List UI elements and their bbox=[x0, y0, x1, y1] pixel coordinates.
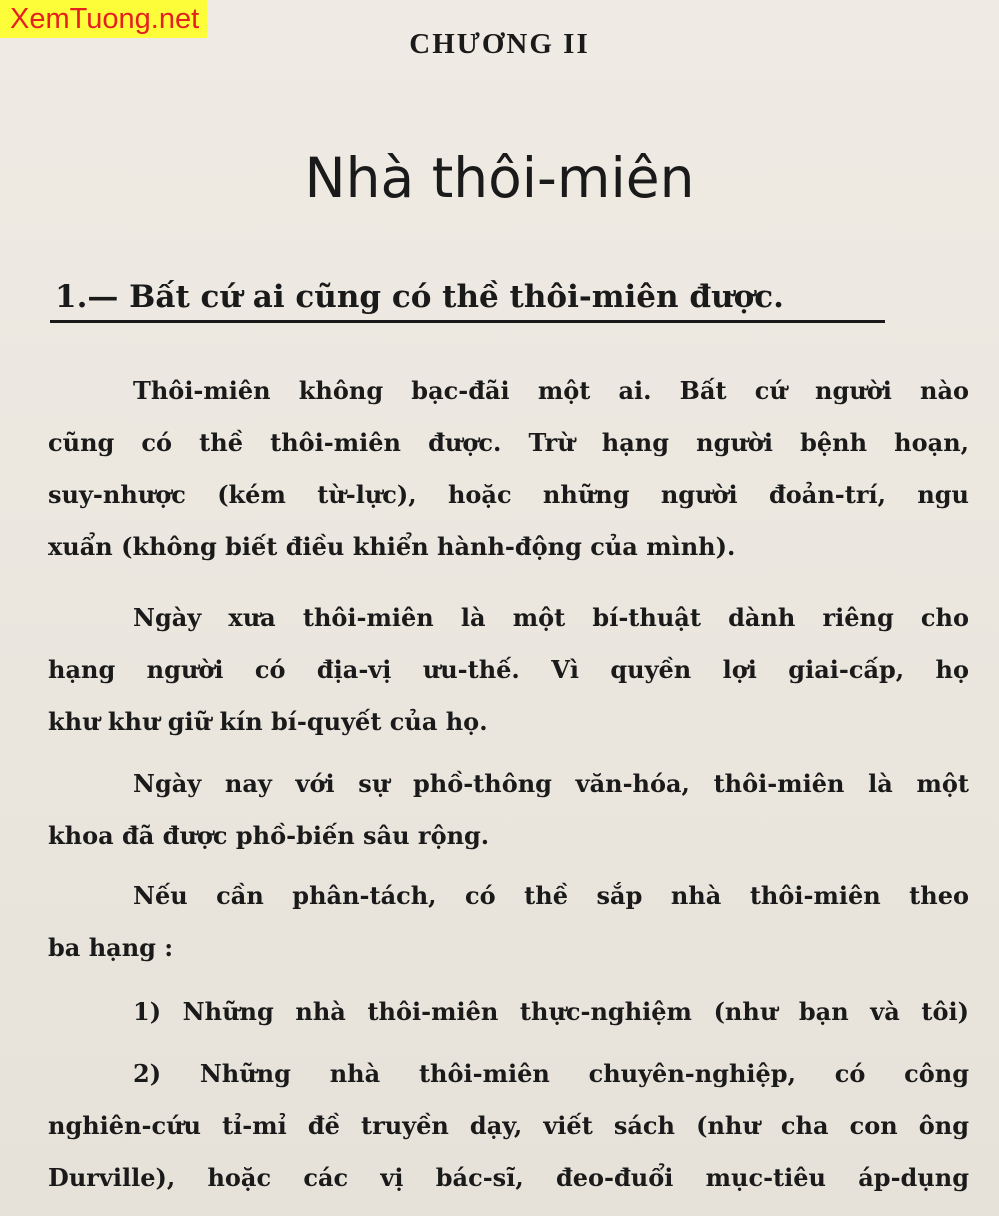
chapter-title: Nhà thôi-miên bbox=[304, 146, 695, 210]
text-line: cũng có thề thôi-miên được. Trừ hạng người bệnh hoạn, bbox=[48, 428, 969, 457]
text-line: khoa đã được phồ-biến sâu rộng. bbox=[48, 821, 490, 850]
list-item bbox=[48, 986, 969, 1038]
text-line: Ngày nay với sự phồ-thông văn-hóa, thôi-miên là một bbox=[133, 769, 969, 798]
text-line: Ngày xưa thôi-miên là một bí-thuật dành riêng cho bbox=[133, 603, 969, 632]
text-line: ba hạng : bbox=[48, 933, 174, 962]
list-item bbox=[48, 1048, 969, 1204]
text-line: suy-nhược (kém từ-lực), hoặc những người đoản-trí, ngu bbox=[48, 480, 969, 509]
text-line: nghiên-cứu tỉ-mỉ đề truyền dạy, viết sách (như cha con ông bbox=[48, 1111, 969, 1140]
text-line: Thôi-miên không bạc-đãi một ai. Bất cứ người nào bbox=[133, 376, 969, 405]
paragraph bbox=[48, 870, 969, 974]
section-underline bbox=[50, 320, 885, 323]
text-line: 2) Những nhà thôi-miên chuyên-nghiệp, có công bbox=[133, 1059, 969, 1088]
text-line: Nếu cần phân-tách, có thề sắp nhà thôi-miên theo bbox=[133, 881, 969, 910]
section-heading: 1.— Bất cứ ai cũng có thề thôi-miên được. bbox=[55, 279, 784, 315]
paragraph bbox=[48, 592, 969, 748]
text-line: 1) Những nhà thôi-miên thực-nghiệm (như bạn và tôi) bbox=[133, 997, 969, 1026]
text-line: xuẩn (không biết điều khiển hành-động của mình). bbox=[48, 532, 736, 561]
text-line: hạng người có địa-vị ưu-thế. Vì quyền lợi giai-cấp, họ bbox=[48, 655, 969, 684]
chapter-heading: CHƯƠNG II bbox=[409, 28, 590, 60]
text-line: Durville), hoặc các vị bác-sĩ, đeo-đuổi mục-tiêu áp-dụng bbox=[48, 1163, 969, 1192]
paragraph bbox=[48, 365, 969, 573]
paragraph bbox=[48, 758, 969, 862]
site-watermark[interactable]: XemTuong.net bbox=[0, 0, 207, 38]
text-line: khư khư giữ kín bí-quyết của họ. bbox=[48, 707, 488, 736]
